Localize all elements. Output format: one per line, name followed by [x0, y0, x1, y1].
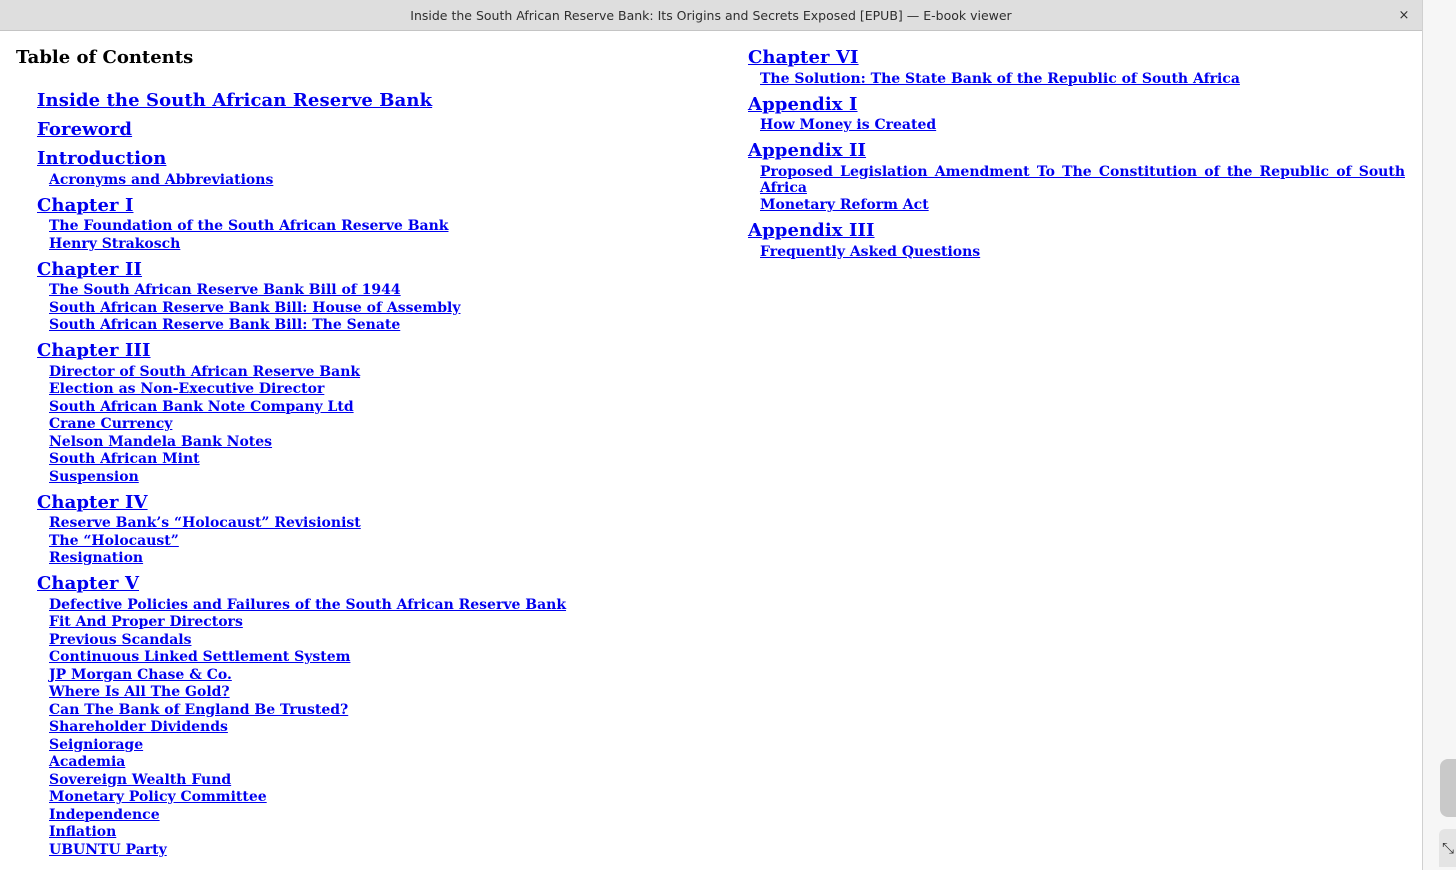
- window-titlebar: [0, 0, 1422, 31]
- toc-entry-link[interactable]: The Foundation of the South African Reserve Bank: [49, 218, 449, 234]
- toc-section-appendix-ii: [748, 140, 1405, 213]
- toc-entry-link[interactable]: Inflation: [49, 824, 117, 840]
- toc-entry-link[interactable]: Proposed Legislation Amendment To The Constitution of the Republic of South Africa: [760, 163, 1405, 196]
- toc-entry-link[interactable]: Frequently Asked Questions: [760, 243, 981, 260]
- toc-chapter-link[interactable]: Chapter V: [37, 573, 140, 594]
- toc-entry-link[interactable]: The “Holocaust”: [49, 532, 179, 549]
- fullscreen-exit-icon[interactable]: ⤡: [1439, 829, 1456, 867]
- toc-entry-link[interactable]: Election as Non-Executive Director: [49, 381, 325, 397]
- toc-entry-link[interactable]: South African Mint: [49, 451, 200, 467]
- toc-entry-link[interactable]: Reserve Bank’s “Holocaust” Revisionist: [49, 515, 361, 531]
- scroll-handle-icon[interactable]: [1440, 759, 1456, 817]
- toc-entry-link[interactable]: How Money is Created: [760, 117, 937, 133]
- window-title: Inside the South African Reserve Bank: Its Origins and Secrets Exposed [EPUB] — E-book viewer: [410, 8, 1012, 23]
- toc-section-foreword: [37, 119, 717, 141]
- toc-entry-link[interactable]: Seigniorage: [49, 736, 144, 753]
- toc-chapter-link[interactable]: Inside the South African Reserve Bank: [37, 90, 433, 111]
- toc-entry-link[interactable]: Suspension: [49, 468, 139, 485]
- toc-section-chapter-v: [37, 573, 717, 858]
- toc-heading: Table of Contents: [16, 47, 194, 68]
- toc-entry-link[interactable]: Sovereign Wealth Fund: [49, 771, 232, 788]
- toc-entry-link[interactable]: UBUNTU Party: [49, 841, 167, 858]
- toc-chapter-link[interactable]: Foreword: [37, 119, 133, 140]
- toc-entry-link[interactable]: Previous Scandals: [49, 631, 192, 648]
- toc-entry-link[interactable]: Crane Currency: [49, 416, 173, 432]
- toc-entry-link[interactable]: Academia: [49, 754, 126, 770]
- toc-entry-link[interactable]: Monetary Reform Act: [760, 197, 929, 213]
- toc-chapter-link[interactable]: Introduction: [37, 148, 167, 169]
- toc-column-right: [748, 47, 1405, 267]
- toc-entry-link[interactable]: Director of South African Reserve Bank: [49, 363, 361, 380]
- toc-entry-link[interactable]: Fit And Proper Directors: [49, 614, 243, 630]
- toc-entry-link[interactable]: Shareholder Dividends: [49, 719, 228, 735]
- toc-chapter-link[interactable]: Chapter I: [37, 194, 134, 216]
- toc-entry-link[interactable]: South African Reserve Bank Bill: House of Assembly: [49, 299, 461, 316]
- toc-chapter-link[interactable]: Chapter II: [37, 258, 143, 280]
- toc-entry-link[interactable]: Where Is All The Gold?: [49, 684, 230, 700]
- toc-section-chapter-iii: [37, 340, 717, 485]
- toc-section-inside-the-south-african-reserve-bank: [37, 90, 717, 112]
- book-page: [0, 31, 1422, 870]
- toc-entry-link[interactable]: Can The Bank of England Be Trusted?: [49, 701, 349, 718]
- toc-section-appendix-i: [748, 94, 1405, 134]
- toc-chapter-link[interactable]: Appendix III: [748, 220, 875, 241]
- toc-entry-link[interactable]: South African Bank Note Company Ltd: [49, 398, 354, 415]
- toc-section-chapter-vi: [748, 47, 1405, 87]
- toc-chapter-link[interactable]: Chapter IV: [37, 491, 148, 513]
- side-panel: [1422, 0, 1456, 870]
- toc-entry-link[interactable]: Continuous Linked Settlement System: [49, 649, 351, 665]
- toc-chapter-link[interactable]: Appendix I: [748, 93, 858, 115]
- toc-section-introduction: [37, 148, 717, 188]
- toc-section-chapter-i: [37, 195, 717, 252]
- toc-section-chapter-iv: [37, 492, 717, 567]
- close-icon[interactable]: ×: [1398, 8, 1410, 23]
- toc-chapter-link[interactable]: Chapter III: [37, 340, 151, 361]
- toc-entry-link[interactable]: Independence: [49, 806, 160, 823]
- toc-entry-link[interactable]: The Solution: The State Bank of the Republic of South Africa: [760, 70, 1240, 87]
- toc-column-left: [37, 90, 717, 865]
- toc-chapter-link[interactable]: Chapter VI: [748, 47, 859, 68]
- toc-entry-link[interactable]: JP Morgan Chase & Co.: [49, 666, 232, 683]
- toc-entry-link[interactable]: Acronyms and Abbreviations: [49, 171, 274, 188]
- toc-entry-link[interactable]: Henry Strakosch: [49, 235, 181, 252]
- toc-chapter-link[interactable]: Appendix II: [748, 140, 867, 161]
- toc-entry-link[interactable]: Defective Policies and Failures of the South African Reserve Bank: [49, 596, 567, 613]
- toc-entry-link[interactable]: Resignation: [49, 550, 144, 566]
- toc-entry-link[interactable]: The South African Reserve Bank Bill of 1944: [49, 282, 401, 298]
- toc-entry-link[interactable]: Monetary Policy Committee: [49, 789, 267, 805]
- toc-entry-link[interactable]: Nelson Mandela Bank Notes: [49, 433, 273, 450]
- toc-entry-link[interactable]: South African Reserve Bank Bill: The Senate: [49, 317, 401, 333]
- toc-section-appendix-iii: [748, 220, 1405, 260]
- toc-section-chapter-ii: [37, 259, 717, 334]
